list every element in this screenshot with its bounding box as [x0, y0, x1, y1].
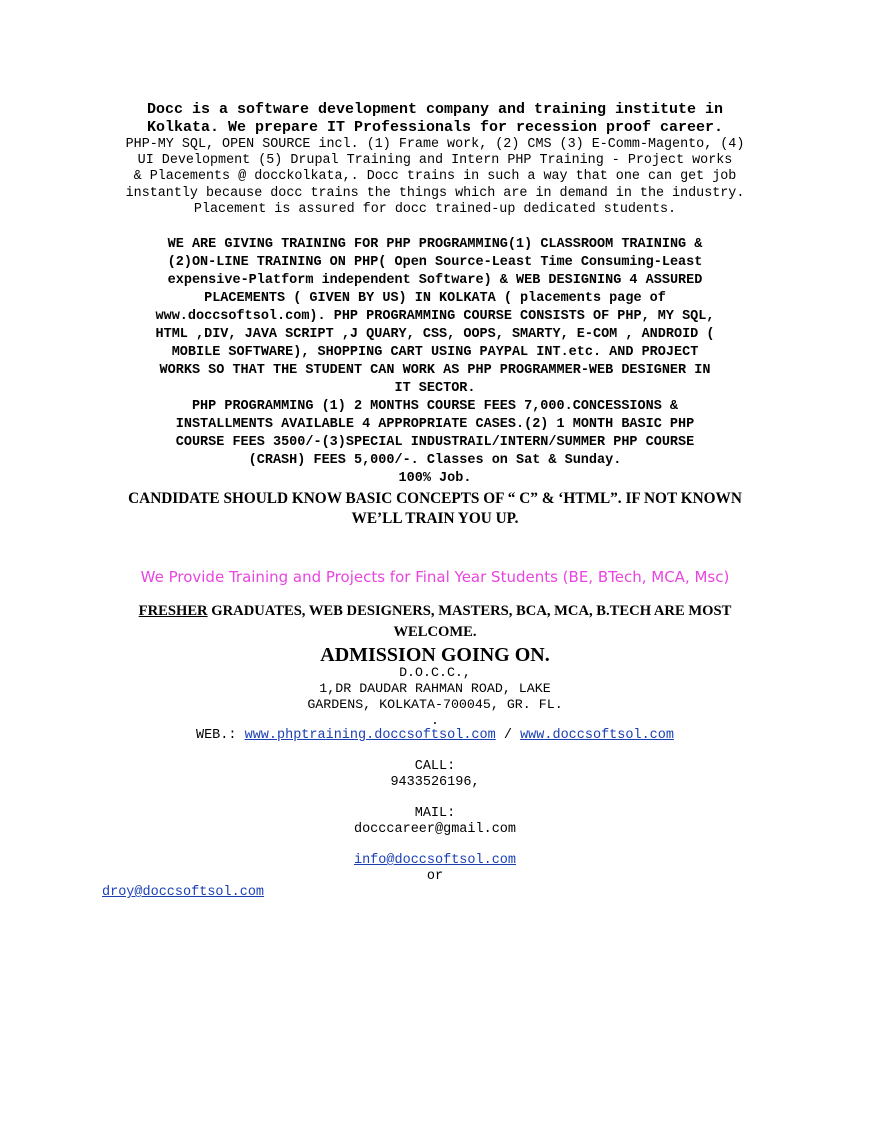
php-line: IT SECTOR. — [394, 381, 476, 396]
php-line: WE ARE GIVING TRAINING FOR PHP PROGRAMMING(1) CLASSROOM TRAINING & — [167, 237, 703, 252]
phptraining-link[interactable]: www.phptraining.doccsoftsol.com — [244, 728, 496, 743]
php-training-paragraph — [100, 236, 770, 488]
info-email-link[interactable]: info@doccsoftsol.com — [353, 853, 517, 868]
php-line: www.doccsoftsol.com). PHP PROGRAMMING COURSE CONSISTS OF PHP, MY SQL, — [155, 309, 715, 324]
web-line — [100, 727, 770, 745]
or-text: or — [426, 869, 444, 884]
mail-email: docccareer@gmail.com — [353, 822, 517, 837]
php-line: WORKS SO THAT THE STUDENT CAN WORK AS PHP PROGRAMMER-WEB DESIGNER IN — [159, 363, 711, 378]
intro-heading-line: Docc is a software development company and training institute in — [146, 101, 724, 118]
address-line: 1,DR DAUDAR RAHMAN ROAD, LAKE — [319, 681, 551, 696]
candidate-line: WE’LL TRAIN YOU UP. — [351, 510, 519, 527]
fresher-welcome — [100, 601, 770, 643]
php-line: (CRASH) FEES 5,000/-. Classes on Sat & Sunday. — [248, 453, 622, 468]
intro-line: & Placements @ docckolkata,. Docc trains in such a way that one can get job — [133, 169, 737, 185]
info-block — [100, 853, 770, 885]
php-line: MOBILE SOFTWARE), SHOPPING CART USING PAYPAL INT.etc. AND PROJECT — [171, 345, 699, 360]
php-line: (2)ON-LINE TRAINING ON PHP( Open Source-Least Time Consuming-Least — [167, 255, 703, 270]
intro-heading — [100, 101, 770, 137]
php-line: PHP PROGRAMMING (1) 2 MONTHS COURSE FEES 7,000.CONCESSIONS & — [191, 399, 679, 414]
address-block — [100, 665, 770, 729]
intro-line: UI Development (5) Drupal Training and Intern PHP Training - Project works — [137, 153, 733, 169]
php-line: expensive-Platform independent Software) & WEB DESIGNING 4 ASSURED — [167, 273, 703, 288]
call-number: 9433526196, — [390, 775, 480, 790]
address-line: . — [431, 713, 439, 728]
address-line: GARDENS, KOLKATA-700045, GR. FL. — [307, 697, 563, 712]
candidate-note — [100, 489, 770, 529]
web-label: WEB.: — [195, 728, 245, 743]
php-line: 100% Job. — [398, 471, 472, 486]
address-line: D.O.C.C., — [399, 665, 471, 680]
intro-line: instantly because docc trains the things which are in demand in the industry. — [125, 185, 745, 201]
web-separator: / — [495, 728, 521, 743]
info-line — [100, 853, 770, 869]
fresher-rest: GRADUATES, WEB DESIGNERS, MASTERS, BCA, MCA, B.TECH ARE MOST — [207, 603, 732, 619]
welcome-line: WELCOME. — [393, 624, 477, 640]
php-line: COURSE FEES 3500/-(3)SPECIAL INDUSTRAIL/INTERN/SUMMER PHP COURSE — [175, 435, 695, 450]
php-line: PLACEMENTS ( GIVEN BY US) IN KOLKATA ( placements page of — [204, 291, 666, 306]
intro-line: Placement is assured for docc trained-up dedicated students. — [193, 201, 677, 217]
intro-heading-line: Kolkata. We prepare IT Professionals for recession proof career. — [146, 119, 724, 136]
intro-line: PHP-MY SQL, OPEN SOURCE incl. (1) Frame work, (2) CMS (3) E-Comm-Magento, (4) — [125, 137, 745, 152]
call-block — [100, 759, 770, 791]
mail-block — [100, 806, 770, 838]
final-year-banner: We Provide Training and Projects for Final Year Students (BE, BTech, MCA, Msc) — [140, 568, 730, 586]
fresher-line — [100, 601, 770, 622]
call-label: CALL: — [414, 759, 456, 774]
doccsoftsol-link[interactable]: www.doccsoftsol.com — [520, 728, 674, 743]
candidate-line: CANDIDATE SHOULD KNOW BASIC CONCEPTS OF “ C” & ‘HTML”. IF NOT KNOWN — [128, 490, 742, 507]
droy-email-link[interactable]: droy@doccsoftsol.com — [102, 885, 265, 900]
admission-heading: ADMISSION GOING ON. — [320, 644, 550, 666]
php-line: INSTALLMENTS AVAILABLE 4 APPROPRIATE CASES.(2) 1 MONTH BASIC PHP — [175, 417, 695, 432]
intro-paragraph — [100, 137, 770, 218]
mail-label: MAIL: — [414, 806, 456, 821]
php-line: HTML ,DIV, JAVA SCRIPT ,J QUARY, CSS, OOPS, SMARTY, E-COM , ANDROID ( — [155, 327, 715, 342]
fresher-underlined: FRESHER — [138, 603, 208, 619]
